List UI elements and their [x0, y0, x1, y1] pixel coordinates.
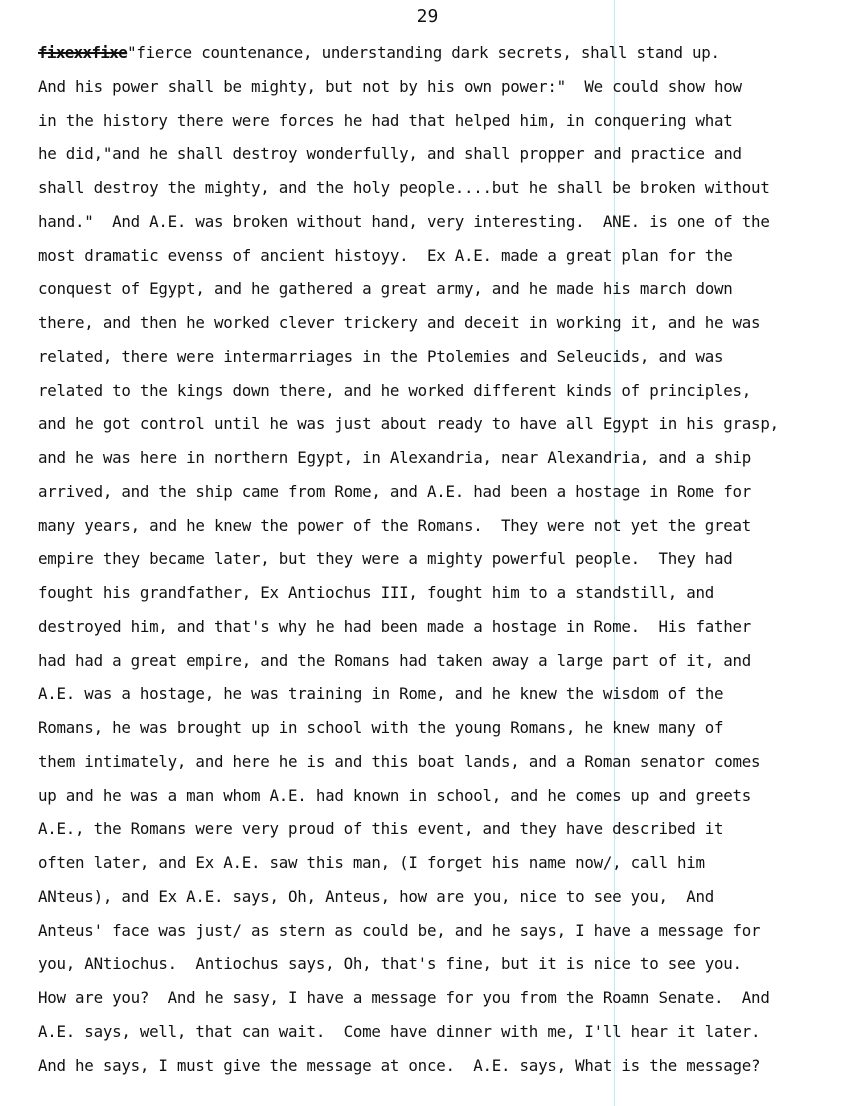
text-line: [38, 548, 848, 582]
line-text: ANteus), and Ex A.E. says, Oh, Anteus, how are you, nice to see you, And: [38, 886, 715, 906]
text-line: [38, 211, 848, 245]
line-text: "fierce countenance, understanding dark secrets, shall stand up.: [127, 43, 720, 62]
text-line: [38, 143, 848, 177]
line-text: and he got control until he was just about ready to have all Egypt in his grasp,: [38, 414, 779, 434]
text-line: [38, 1021, 848, 1055]
text-line: [38, 1055, 848, 1089]
line-text: them intimately, and here he is and this boat lands, and a Roman senator comes: [38, 751, 761, 771]
text-line: [38, 785, 848, 819]
line-text: related to the kings down there, and he worked different kinds of principles,: [38, 380, 752, 400]
page-number: 29: [416, 6, 439, 27]
text-line: [38, 683, 848, 717]
line-text: fought his grandfather, Ex Antiochus III, fought him to a standstill, and: [38, 583, 715, 602]
text-line: [38, 515, 848, 549]
line-text: and he was here in northern Egypt, in Alexandria, near Alexandria, and a ship: [38, 448, 752, 467]
line-text: Romans, he was brought up in school with the young Romans, he knew many of: [38, 718, 724, 737]
line-text: in the history there were forces he had that helped him, in conquering what: [38, 110, 733, 130]
line-text: Anteus' face was just/ as stern as could be, and he says, I have a message for: [38, 920, 761, 940]
text-line: [38, 312, 848, 346]
text-line: [38, 616, 848, 650]
line-text: hand." And A.E. was broken without hand, very interesting. ANE. is one of the: [38, 211, 770, 231]
text-line: [38, 582, 848, 616]
text-line: [38, 346, 848, 380]
line-text: And his power shall be mighty, but not by his own power:" We could show how: [38, 76, 742, 96]
typed-text-body: [38, 42, 848, 1088]
line-text: A.E. was a hostage, he was training in Rome, and he knew the wisdom of the: [38, 684, 724, 704]
line-text: How are you? And he sasy, I have a message for you from the Roamn Senate. And: [38, 988, 770, 1007]
line-text: A.E., the Romans were very proud of this event, and they have described it: [38, 819, 724, 839]
line-text: A.E. says, well, that can wait. Come have dinner with me, I'll hear it later.: [38, 1021, 761, 1041]
line-text: you, ANtiochus. Antiochus says, Oh, that's fine, but it is nice to see you.: [38, 954, 742, 974]
text-line: [38, 278, 848, 312]
text-line: [38, 110, 848, 144]
text-line: [38, 177, 848, 211]
text-line: [38, 920, 848, 954]
text-line: [38, 751, 848, 785]
text-line: [38, 650, 848, 684]
line-text: he did,"and he shall destroy wonderfully, and shall propper and practice and: [38, 144, 742, 164]
line-text: arrived, and the ship came from Rome, and A.E. had been a hostage in Rome for: [38, 481, 752, 501]
text-line: [38, 76, 848, 110]
text-line: [38, 886, 848, 920]
line-text: related, there were intermarriages in the Ptolemies and Seleucids, and was: [38, 346, 724, 366]
text-line: [38, 987, 848, 1021]
text-line: [38, 42, 848, 76]
line-text: destroyed him, and that's why he had been made a hostage in Rome. His father: [38, 616, 752, 636]
text-line: [38, 481, 848, 515]
text-line: [38, 413, 848, 447]
line-text: there, and then he worked clever trickery and deceit in working it, and he was: [38, 313, 761, 332]
line-text: had had a great empire, and the Romans had taken away a large part of it, and: [38, 650, 752, 670]
line-text: many years, and he knew the power of the Romans. They were not yet the great: [38, 515, 752, 535]
line-text: empire they became later, but they were a mighty powerful people. They had: [38, 549, 733, 569]
line-text: most dramatic evenss of ancient histoyy. Ex A.E. made a great plan for the: [38, 245, 733, 265]
line-text: And he says, I must give the message at once. A.E. says, What is the message?: [38, 1055, 761, 1075]
line-text: up and he was a man whom A.E. had known in school, and he comes up and greets: [38, 785, 752, 805]
text-line: [38, 818, 848, 852]
line-text: conquest of Egypt, and he gathered a great army, and he made his march down: [38, 279, 733, 299]
struck-out-text: fixexxfixe: [38, 43, 128, 62]
text-line: [38, 717, 848, 751]
text-line: [38, 953, 848, 987]
text-line: [38, 447, 848, 481]
line-text: often later, and Ex A.E. saw this man, (I forget his name now/, call him: [38, 853, 705, 872]
text-line: [38, 245, 848, 279]
text-line: [38, 380, 848, 414]
text-line: [38, 852, 848, 886]
line-text: shall destroy the mighty, and the holy people....but he shall be broken without: [38, 178, 770, 197]
